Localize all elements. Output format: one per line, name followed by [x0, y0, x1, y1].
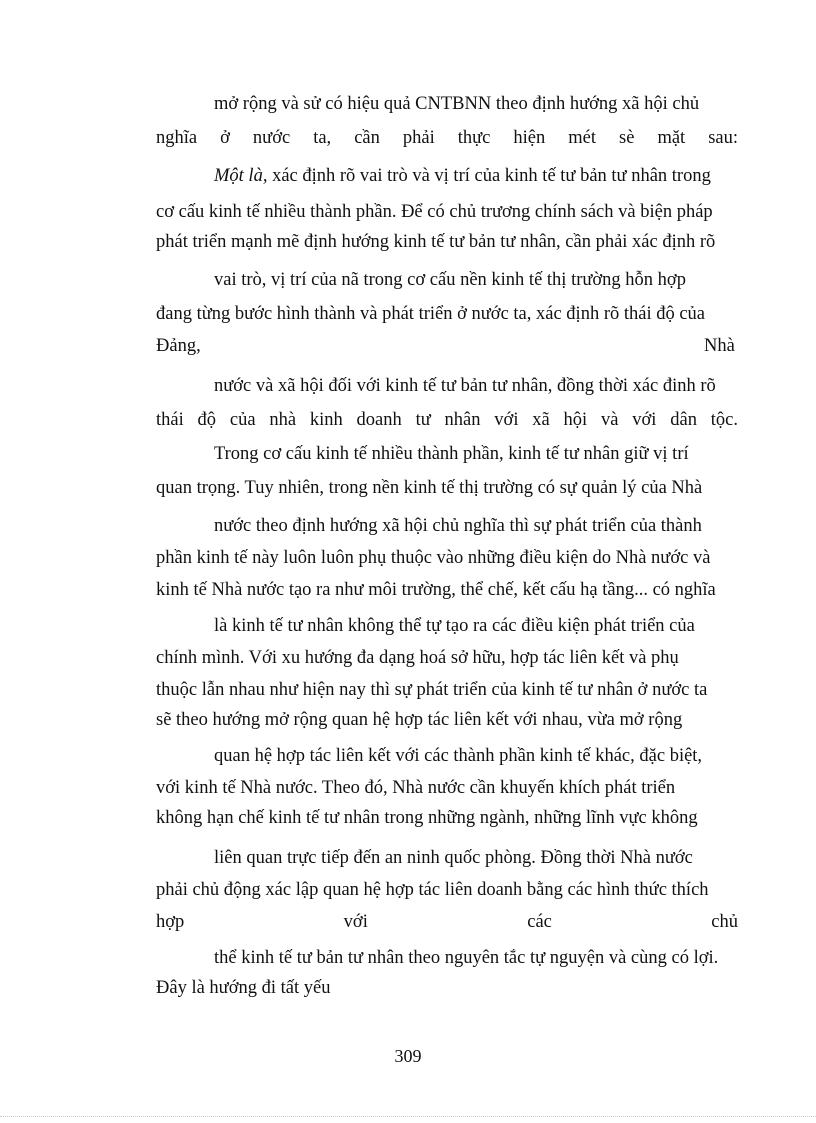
- text-line: đang từng bước hình thành và phát triển ở nước ta, xác định rõ thái độ của: [156, 304, 706, 324]
- text-line: không hạn chế kinh tế tư nhân trong những ngành, những lĩnh vực không: [156, 808, 698, 828]
- text-line: Nhà: [704, 336, 735, 356]
- text-line: kinh tế Nhà nước tạo ra như môi trường, thể chế, kết cấu hạ tầng... có nghĩa: [156, 580, 716, 600]
- text-line: vai trò, vị trí của nã trong cơ cấu nền kinh tế thị trường hỗn hợp: [214, 270, 686, 290]
- text-line: nước theo định hướng xã hội chủ nghĩa thì sự phát triển của thành: [214, 516, 702, 536]
- page-bottom-rule: [0, 1116, 816, 1117]
- text-line: sẽ theo hướng mở rộng quan hệ hợp tác liên kết với nhau, vừa mở rộng: [156, 710, 683, 730]
- text-line: phát triển mạnh mẽ định hướng kinh tế tư bản tư nhân, cần phải xác định rõ: [156, 232, 716, 252]
- text-line: thuộc lẫn nhau như hiện nay thì sự phát triển của kinh tế tư nhân ở nước ta: [156, 680, 708, 700]
- text-line: Đảng,: [156, 336, 201, 356]
- text-line: mở rộng và sử có hiệu quả CNTBNN theo định hướng xã hội chủ: [214, 94, 700, 114]
- text-line: với kinh tế Nhà nước. Theo đó, Nhà nước cần khuyến khích phát triển: [156, 778, 676, 798]
- text-line: nước và xã hội đối với kinh tế tư bản tư nhân, đồng thời xác đinh rõ: [214, 376, 716, 396]
- text-line: [214, 164, 711, 188]
- text-line: hợp với các chủ: [156, 912, 738, 932]
- page-number: 309: [394, 1046, 422, 1066]
- text-line: chính mình. Với xu hướng đa dạng hoá sở hữu, hợp tác liên kết và phụ: [156, 648, 679, 668]
- text-line: quan hệ hợp tác liên kết với các thành phần kinh tế khác, đặc biệt,: [214, 746, 703, 766]
- text-line: thể kinh tế tư bản tư nhân theo nguyên tắc tự nguyện và cùng có lợi.: [214, 948, 719, 968]
- text-line: là kinh tế tư nhân không thể tự tạo ra các điều kiện phát triển của: [214, 616, 695, 636]
- text-line-rest: xác định rõ vai trò và vị trí của kinh tế tư bản tư nhân trong: [272, 166, 711, 186]
- text-line: cơ cấu kinh tế nhiều thành phần. Để có chủ trương chính sách và biện pháp: [156, 202, 713, 222]
- text-line: phần kinh tế này luôn luôn phụ thuộc vào những điều kiện do Nhà nước và: [156, 548, 711, 568]
- lead-phrase: Một là,: [214, 166, 268, 186]
- text-line: nghĩa ở nước ta, cần phải thực hiện mét sè mặt sau:: [156, 128, 738, 148]
- text-line: thái độ của nhà kinh doanh tư nhân với xã hội và với dân tộc.: [156, 410, 738, 430]
- text-line: quan trọng. Tuy nhiên, trong nền kinh tế thị trường có sự quản lý của Nhà: [156, 478, 703, 498]
- text-line: liên quan trực tiếp đến an ninh quốc phòng. Đồng thời Nhà nước: [214, 848, 693, 868]
- text-line: Đây là hướng đi tất yếu: [156, 978, 331, 998]
- text-line: Trong cơ cấu kinh tế nhiều thành phần, kinh tế tư nhân giữ vị trí: [214, 444, 689, 464]
- text-line: phải chủ động xác lập quan hệ hợp tác liên doanh bằng các hình thức thích: [156, 880, 709, 900]
